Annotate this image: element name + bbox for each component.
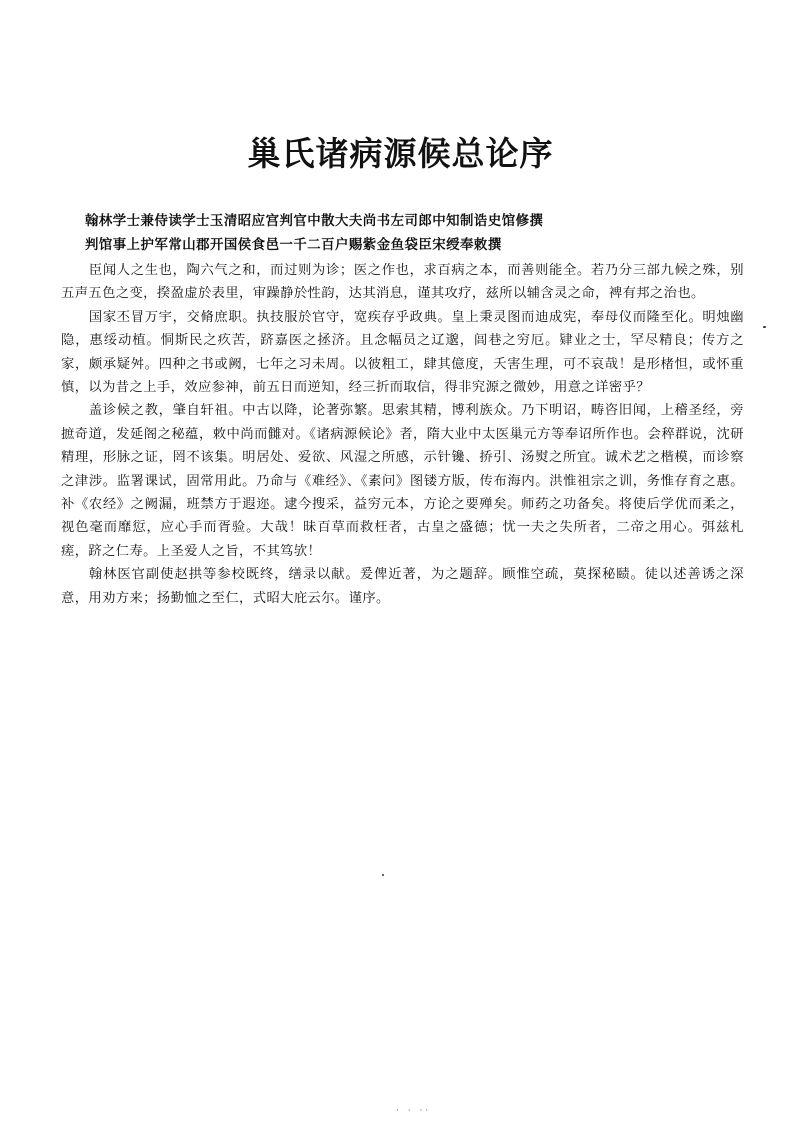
preface-body [61, 259, 744, 610]
paragraph-4: 翰林医官副使赵拱等参校既终，缮录以献。爰俾近著，为之题辞。顾惟空疏，莫探秘赜。徒以述善诱之深意，用劝方来；扬勤恤之至仁，式昭大庇云尔。谨序。 [61, 567, 744, 606]
paragraph-2: 国家丕冒万宇，交脩庶职。执技服於官守，宽疾存乎政典。皇上秉灵图而迪成宪，奉母仪而隆至化。明烛幽隐，惠绥动植。恫斯民之疚苦，跻嘉医之拯济。且念幅员之辽邈，闾巷之穷厄。肄业之士，罕尽精良；传方之家，颇承疑舛。四种之书或阙，七年之习未周。以彼粗工，肆其億度，夭害生理，可不哀哉！是形楮怛，或怀重慎，以为昔之上手，效应参神，前五日而逆知，经三折而取信，得非究源之微妙，用意之详密乎？ [61, 309, 744, 396]
scan-speck [382, 874, 384, 876]
page-title: 巢氏诸病源候总论序 [247, 134, 554, 173]
scan-speck [763, 326, 766, 328]
paragraph-3: 盖诊候之教，肇自轩祖。中古以降，论著弥繁。思索其精，博利族众。乃下明诏，畴咨旧闻，上稽圣经，旁摭奇道，发延阁之秘蕴，敕中尚而雠对。《诸病源候论》者，隋大业中太医巢元方等奉诏所作也。会稡群说，沈研精理，形脉之证，罔不该集。明居处、爱欲、风湿之所感，示针镵、挢引、汤熨之所宜。诚术艺之楷模，而诊察之津涉。监署课试，固常用此。乃命与《难经》、《素问》图镂方版，传布海内。洪惟祖宗之训，务惟存育之惠。补《农经》之阙漏，班禁方于遐迩。逮今搜采，益穷元本，方论之要殚矣。师药之功备矣。将使后学优而柔之，视色毫而靡愆，应心手而胥验。大哉！昧百草而救枉者，古皇之盛德；忧一夫之失所者，二帝之用心。弭兹札瘥，跻之仁寿。上圣爱人之旨，不其笃欤！ [61, 403, 744, 559]
author-credit-line-2: 判馆事上护军常山郡开国侯食邑一千二百户赐紫金鱼袋臣宋绶奉敕撰 [85, 238, 502, 253]
author-credit-line-1: 翰林学士兼侍读学士玉清昭应宫判官中散大夫尚书左司郎中知制诰史馆修撰 [85, 214, 544, 229]
scan-footer-mark: · · ·· [396, 1106, 432, 1116]
paragraph-1: 臣闻人之生也，陶六气之和，而过则为诊；医之作也，求百病之本，而善则能全。若乃分三部九候之殊，别五声五色之变，揆盈虚於表里，审躁静於性韵，达其消息，谨其攻疗，兹所以辅含灵之命，裨有邦之治也。 [61, 263, 744, 302]
